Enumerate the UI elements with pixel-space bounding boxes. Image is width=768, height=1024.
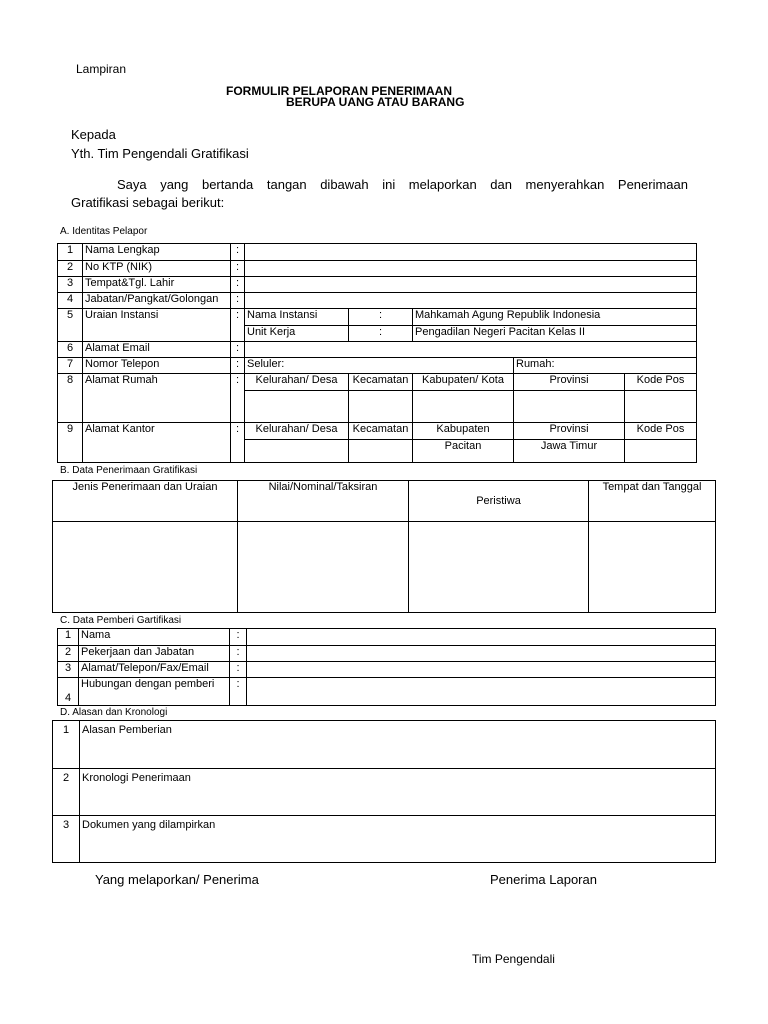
field-label-alamat-rumah: Alamat Rumah (83, 374, 231, 423)
signature-left-label: Yang melaporkan/ Penerima (95, 872, 259, 887)
header-peristiwa: Peristiwa (409, 481, 589, 522)
row-number: 1 (53, 721, 80, 769)
field-label-pekerjaan: Pekerjaan dan Jabatan (79, 646, 230, 662)
field-label-alamat-kantor: Alamat Kantor (83, 423, 231, 463)
input-pemberi-alamat[interactable] (247, 662, 716, 678)
field-label-nama-lengkap: Nama Lengkap (83, 244, 231, 261)
field-label-alamat-email: Alamat Email (83, 342, 231, 358)
input-kantor-kode-pos[interactable] (625, 440, 697, 463)
address-recipient: Yth. Tim Pengendali Gratifikasi (71, 146, 249, 161)
input-rumah-kabupaten[interactable] (413, 391, 514, 423)
header-kelurahan: Kelurahan/ Desa (245, 423, 349, 440)
colon: : (230, 662, 247, 678)
input-pemberi-hubungan[interactable] (247, 678, 716, 706)
input-tempat-tgl-lahir[interactable] (245, 277, 697, 293)
field-label-tempat-tgl-lahir: Tempat&Tgl. Lahir (83, 277, 231, 293)
colon: : (349, 309, 413, 326)
header-jenis-penerimaan: Jenis Penerimaan dan Uraian (53, 481, 238, 522)
input-peristiwa[interactable] (409, 522, 589, 613)
label-unit-kerja: Unit Kerja (245, 326, 349, 342)
colon: : (230, 629, 247, 646)
signature-right-sub: Tim Pengendali (472, 952, 555, 966)
input-rumah-kode-pos[interactable] (625, 391, 697, 423)
header-kabupaten-kota: Kabupaten/ Kota (413, 374, 514, 391)
row-number: 4 (58, 678, 79, 706)
colon: : (231, 358, 245, 374)
address-to: Kepada (71, 127, 116, 142)
section-d-title: D. Alasan dan Kronologi (60, 707, 168, 718)
field-kronologi-penerimaan[interactable]: Kronologi Penerimaan (80, 769, 716, 816)
colon: : (231, 261, 245, 277)
input-nama-lengkap[interactable] (245, 244, 697, 261)
header-kelurahan: Kelurahan/ Desa (245, 374, 349, 391)
field-label-alamat-kontak: Alamat/Telepon/Fax/Email (79, 662, 230, 678)
identitas-pelapor-table (57, 243, 697, 463)
section-b-title: B. Data Penerimaan Gratifikasi (60, 465, 198, 476)
row-number: 2 (58, 646, 79, 662)
section-a-title: A. Identitas Pelapor (60, 226, 148, 237)
colon: : (231, 244, 245, 261)
input-pemberi-nama[interactable] (247, 629, 716, 646)
section-c-title: C. Data Pemberi Gartifikasi (60, 615, 182, 626)
input-jabatan[interactable] (245, 293, 697, 309)
input-rumah-kecamatan[interactable] (349, 391, 413, 423)
row-number: 5 (58, 309, 83, 342)
field-label-jabatan: Jabatan/Pangkat/Golongan (83, 293, 231, 309)
field-label-no-ktp: No KTP (NIK) (83, 261, 231, 277)
row-number: 3 (58, 277, 83, 293)
row-number: 7 (58, 358, 83, 374)
intro-line2: Gratifikasi sebagai berikut: (71, 195, 225, 210)
colon: : (231, 309, 245, 342)
row-number: 6 (58, 342, 83, 358)
value-kantor-kabupaten: Pacitan (413, 440, 514, 463)
header-provinsi: Provinsi (514, 374, 625, 391)
header-kode-pos: Kode Pos (625, 374, 697, 391)
header-kecamatan: Kecamatan (349, 374, 413, 391)
input-seluler[interactable]: Seluler: (245, 358, 514, 374)
form-title-line1: FORMULIR PELAPORAN PENERIMAAN (226, 84, 453, 98)
input-rumah-provinsi[interactable] (514, 391, 625, 423)
field-label-hubungan: Hubungan dengan pemberi (79, 678, 230, 706)
header-provinsi: Provinsi (514, 423, 625, 440)
input-rumah-kelurahan[interactable] (245, 391, 349, 423)
header-kecamatan: Kecamatan (349, 423, 413, 440)
row-number: 8 (58, 374, 83, 423)
input-jenis-penerimaan[interactable] (53, 522, 238, 613)
header-tempat-tanggal: Tempat dan Tanggal (589, 481, 716, 522)
data-pemberi-table (57, 628, 716, 706)
input-kantor-kelurahan[interactable] (245, 440, 349, 463)
alasan-kronologi-table (52, 720, 716, 863)
value-kantor-provinsi: Jawa Timur (514, 440, 625, 463)
field-dokumen-dilampirkan[interactable]: Dokumen yang dilampirkan (80, 816, 716, 863)
input-pemberi-pekerjaan[interactable] (247, 646, 716, 662)
row-number: 4 (58, 293, 83, 309)
row-number: 2 (53, 769, 80, 816)
row-number: 3 (58, 662, 79, 678)
row-number: 2 (58, 261, 83, 277)
field-label-uraian-instansi: Uraian Instansi (83, 309, 231, 342)
value-nama-instansi: Mahkamah Agung Republik Indonesia (413, 309, 697, 326)
row-number: 3 (53, 816, 80, 863)
header-kabupaten: Kabupaten (413, 423, 514, 440)
label-nama-instansi: Nama Instansi (245, 309, 349, 326)
row-number: 1 (58, 244, 83, 261)
field-alasan-pemberian[interactable]: Alasan Pemberian (80, 721, 716, 769)
value-unit-kerja: Pengadilan Negeri Pacitan Kelas II (413, 326, 697, 342)
input-tempat-tanggal[interactable] (589, 522, 716, 613)
header-nilai-nominal: Nilai/Nominal/Taksiran (238, 481, 409, 522)
colon: : (230, 678, 247, 706)
colon: : (231, 342, 245, 358)
colon: : (231, 423, 245, 463)
colon: : (231, 374, 245, 423)
intro-line1: Saya yang bertanda tangan dibawah ini melaporkan dan menyerahkan Penerimaan (117, 177, 688, 192)
header-kode-pos: Kode Pos (625, 423, 697, 440)
signature-right-label: Penerima Laporan (490, 872, 597, 887)
input-alamat-email[interactable] (245, 342, 697, 358)
row-number: 1 (58, 629, 79, 646)
form-title-line2: BERUPA UANG ATAU BARANG (286, 95, 465, 109)
colon: : (231, 277, 245, 293)
input-kantor-kecamatan[interactable] (349, 440, 413, 463)
field-label-nomor-telepon: Nomor Telepon (83, 358, 231, 374)
lampiran-label: Lampiran (76, 62, 127, 76)
field-label-nama: Nama (79, 629, 230, 646)
input-rumah[interactable]: Rumah: (514, 358, 697, 374)
colon: : (231, 293, 245, 309)
colon: : (230, 646, 247, 662)
input-no-ktp[interactable] (245, 261, 697, 277)
row-number: 9 (58, 423, 83, 463)
data-penerimaan-table (52, 480, 716, 613)
input-nilai-nominal[interactable] (238, 522, 409, 613)
colon: : (349, 326, 413, 342)
